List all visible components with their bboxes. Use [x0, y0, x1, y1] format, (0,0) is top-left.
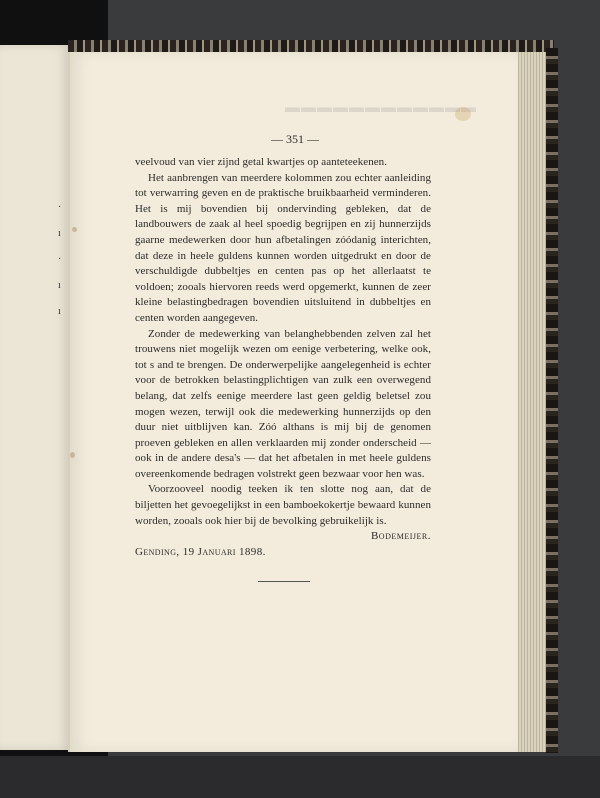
closing-rule — [258, 581, 310, 582]
signature: Bodemeijer. — [370, 530, 431, 543]
dateline — [135, 545, 431, 561]
paragraph: veelvoud van vier zijnd getal kwartjes op aanteteekenen. — [135, 156, 388, 168]
body-text — [135, 155, 431, 560]
page-number: — 351 — — [271, 132, 319, 146]
paragraph: Voorzooveel noodig teeken ik ten slotte nog aan, dat de biljetten het gevoegelijkst in een bamboekokertje bewaard kunnen worden, zooals ook hier bij de bevolking gebruikelijk is. — [135, 483, 431, 527]
left-page-edge: · ı · ı ı — [58, 202, 62, 317]
dateline-date: 19 Januari 1898. — [179, 545, 266, 558]
paragraph: Zonder de medewerking van belanghebbenden zelven zal het trouwens niet mogelijk wezen om eenige verbetering, welke ook, tot s and te brengen. De onderwerpelijke aangelegenheid is echter voor de betrokken belastingplichtigen van zulk een overwegend belang, dat zelfs eenige meerdere last geen geldig beletsel zou mogen wezen, terwijl ook die medewerking hunnerzijds op den duur niet uitblijven kan. Zóó althans is mij bij de genomen proeven gebleken en allen verklaarden mij zonder onderscheid — ook in de andere desa's — dat het afbetalen in met heele guldens overeenkomende bedragen volstrekt geen bezwaar voor hen was. — [135, 327, 431, 480]
dateline-place: Gending, — [135, 545, 180, 558]
paper-stain — [70, 452, 75, 458]
left-page — [0, 45, 71, 750]
right-page — [68, 52, 518, 752]
show-through-text: ▬▬▬▬▬▬▬▬▬▬▬▬ — [285, 100, 477, 116]
paper-stain — [455, 107, 471, 121]
background-bottom — [0, 756, 600, 798]
paper-stain — [72, 227, 77, 232]
paragraph: Het aanbrengen van meerdere kolommen zou echter aanleiding tot verwarring geven en de praktische bruikbaarheid verminderen. Het is mij bovendien bij ondervinding gebleken, dat de landbouwers de zaak al heel spoedig begrijpen en zij hunnerzijds gaarne medewerken door hun afbetalingen zóódanig interichten, dat deze in heele guldens kunnen worden uitgedrukt en door de verschuldigde dubbeltjes en centen pas op het allerlaatst te voldoen; zooals hiervoren reeds werd opgemerkt, kunnen de zeer kleine belastingbedragen bovendien uitsluitend in dubbeltjes en centen worden aangegeven. — [135, 171, 431, 324]
book-cover-edge — [546, 48, 558, 753]
